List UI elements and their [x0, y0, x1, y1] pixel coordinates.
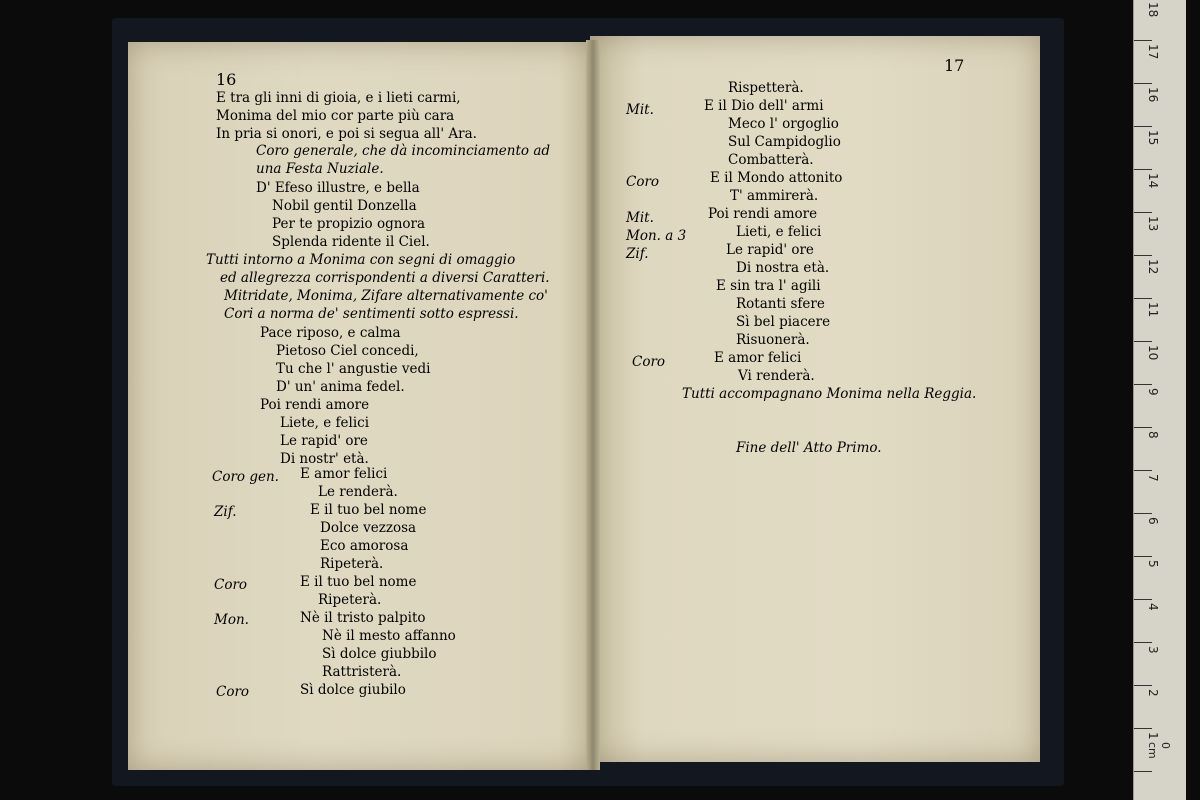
book-gutter	[586, 40, 600, 770]
text-line: Risuonerà.	[736, 332, 810, 348]
text-line: Sul Campidoglio	[728, 134, 841, 150]
measurement-ruler	[1133, 0, 1186, 800]
text-line: Dolce vezzosa	[320, 520, 417, 536]
text-line: Rattristerà.	[322, 664, 402, 680]
ruler-number: 17	[1146, 44, 1160, 60]
ruler-tick	[1134, 771, 1152, 772]
ruler-tick	[1134, 40, 1152, 41]
text-line: E tra gli inni di gioia, e i lieti carmi,	[216, 90, 461, 106]
text-line: Poi rendi amore	[708, 206, 818, 222]
act-end-note: Fine dell' Atto Primo.	[736, 440, 882, 456]
text-line: Rotanti sfere	[736, 296, 825, 312]
speaker-label: Zif.	[626, 246, 649, 262]
text-line: Ripeterà.	[320, 556, 384, 572]
ruler-number: 1	[1146, 732, 1160, 740]
text-line: Nobil gentil Donzella	[272, 198, 417, 214]
text-line: In pria si onori, e poi si segua all' Ara.	[216, 126, 477, 142]
ruler-number: 12	[1146, 259, 1160, 275]
text-line: Di nostr' età.	[280, 451, 369, 467]
text-line: Rispetterà.	[728, 80, 804, 96]
text-line: Le rapid' ore	[280, 433, 368, 449]
text-line: D' Efeso illustre, e bella	[256, 180, 420, 196]
text-line: E il tuo bel nome	[310, 502, 427, 518]
text-line: Sì bel piacere	[736, 314, 831, 330]
text-line: D' un' anima fedel.	[276, 379, 405, 395]
ruler-number: 6	[1146, 517, 1160, 525]
text-line: Le rapid' ore	[726, 242, 814, 258]
text-line: Di nostra età.	[736, 260, 830, 276]
ruler-tick	[1134, 556, 1152, 557]
ruler-number: 5	[1146, 560, 1160, 568]
text-line: Pace riposo, e calma	[260, 325, 401, 341]
text-line: E sin tra l' agili	[716, 278, 821, 294]
ruler-number: 7	[1146, 474, 1160, 482]
ruler-number: 13	[1146, 216, 1160, 232]
ruler-tick	[1134, 513, 1152, 514]
speaker-label: Coro	[216, 684, 250, 700]
text-line: Lieti, e felici	[736, 224, 822, 240]
speaker-label: Coro gen.	[212, 469, 279, 485]
speaker-label: Zif.	[214, 504, 237, 520]
ruler-number: 11	[1146, 302, 1160, 318]
text-line: T' ammirerà.	[730, 188, 819, 204]
ruler-number: 3	[1146, 646, 1160, 654]
ruler-number: 2	[1146, 689, 1160, 697]
text-line: Le renderà.	[318, 484, 398, 500]
stage-direction: una Festa Nuziale.	[256, 161, 384, 177]
ruler-tick	[1134, 470, 1152, 471]
text-line: Pietoso Ciel concedi,	[276, 343, 419, 359]
speaker-label: Mit.	[626, 210, 654, 226]
ruler-tick	[1134, 599, 1152, 600]
speaker-label: Mit.	[626, 102, 654, 118]
ruler-tick	[1134, 384, 1152, 385]
speaker-label: Mon.	[214, 612, 249, 628]
ruler-tick	[1134, 728, 1152, 729]
left-page-number: 16	[216, 70, 237, 89]
text-line: E amor felici	[714, 350, 802, 366]
ruler-tick	[1134, 685, 1152, 686]
speaker-label: Coro	[214, 577, 248, 593]
speaker-label: Coro	[626, 174, 660, 190]
text-line: E il tuo bel nome	[300, 574, 417, 590]
text-line: E il Mondo attonito	[710, 170, 843, 186]
text-line: Sì dolce giubilo	[300, 682, 406, 698]
text-line: Tu che l' angustie vedi	[276, 361, 431, 377]
ruler-tick	[1134, 126, 1152, 127]
text-line: Nè il mesto affanno	[322, 628, 456, 644]
text-line: Nè il tristo palpito	[300, 610, 426, 626]
text-line: Meco l' orgoglio	[728, 116, 839, 132]
ruler-number: 14	[1146, 173, 1160, 189]
text-line: Sì dolce giubbilo	[322, 646, 437, 662]
stage-direction: Coro generale, che dà incominciamento ad	[256, 143, 551, 159]
ruler-tick	[1134, 255, 1152, 256]
speaker-label: Mon. a 3	[626, 228, 687, 244]
text-line: Ripeterà.	[318, 592, 382, 608]
ruler-tick	[1134, 298, 1152, 299]
text-line: Liete, e felici	[280, 415, 370, 431]
right-page-number: 17	[944, 56, 965, 75]
ruler-tick	[1134, 427, 1152, 428]
text-line: E amor felici	[300, 466, 388, 482]
stage-direction: ed allegrezza corrispondenti a diversi Caratteri.	[220, 270, 550, 286]
text-line: Vi renderà.	[738, 368, 815, 384]
ruler-tick	[1134, 83, 1152, 84]
ruler-tick	[1134, 169, 1152, 170]
ruler-number: 4	[1146, 603, 1160, 611]
text-line: Combatterà.	[728, 152, 814, 168]
ruler-number: 9	[1146, 388, 1160, 396]
ruler-tick	[1134, 212, 1152, 213]
ruler-number: 15	[1146, 130, 1160, 146]
stage-direction: Mitridate, Monima, Zifare alternativamente co'	[224, 288, 548, 304]
stage-direction: Tutti accompagnano Monima nella Reggia.	[682, 386, 977, 402]
ruler-tick	[1134, 341, 1152, 342]
text-line: Monima del mio cor parte più cara	[216, 108, 455, 124]
ruler-number: 16	[1146, 87, 1160, 103]
text-line: Eco amorosa	[320, 538, 409, 554]
text-line: Per te propizio ognora	[272, 216, 426, 232]
speaker-label: Coro	[632, 354, 666, 370]
stage-direction: Cori a norma de' sentimenti sotto espressi.	[224, 306, 519, 322]
ruler-tick	[1134, 642, 1152, 643]
ruler-unit-label: 0 cm	[1146, 742, 1172, 759]
ruler-number: 10	[1146, 345, 1160, 361]
ruler-number: 18	[1146, 2, 1160, 18]
text-line: Poi rendi amore	[260, 397, 370, 413]
stage-direction: Tutti intorno a Monima con segni di omaggio	[206, 252, 516, 268]
text-line: E il Dio dell' armi	[704, 98, 824, 114]
text-line: Splenda ridente il Ciel.	[272, 234, 430, 250]
ruler-number: 8	[1146, 431, 1160, 439]
